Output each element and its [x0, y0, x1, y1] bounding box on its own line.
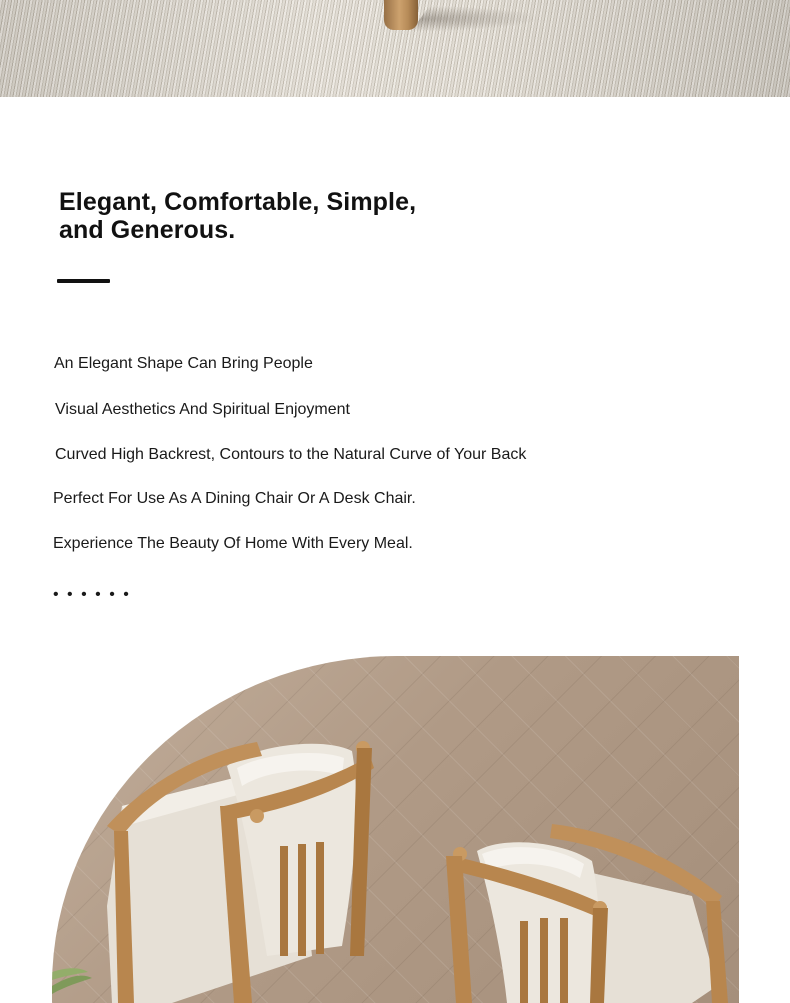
chairs-product-photo: [52, 656, 739, 1003]
feature-line-2: Visual Aesthetics And Spiritual Enjoyment: [55, 401, 350, 418]
page-headline: [59, 188, 416, 244]
feature-line-4: Perfect For Use As A Dining Chair Or A Desk Chair.: [53, 490, 416, 507]
feature-line-3: Curved High Backrest, Contours to the Natural Curve of Your Back: [55, 446, 527, 463]
rug-shading: [0, 0, 790, 97]
left-chair: [107, 741, 374, 1003]
ellipsis-dots: • • • • • •: [53, 586, 131, 603]
headline-line-2: and Generous.: [59, 216, 236, 244]
rug-photo-strip: [0, 0, 790, 97]
feature-line-1: An Elegant Shape Can Bring People: [54, 355, 313, 372]
feature-line-5: Experience The Beauty Of Home With Every Meal.: [53, 535, 413, 552]
right-chair: [446, 824, 728, 1003]
plant-leaves: [52, 968, 92, 994]
chairs-illustration: [52, 656, 739, 1003]
headline-underline-bar: [57, 279, 110, 283]
headline-line-1: Elegant, Comfortable, Simple,: [59, 188, 417, 216]
